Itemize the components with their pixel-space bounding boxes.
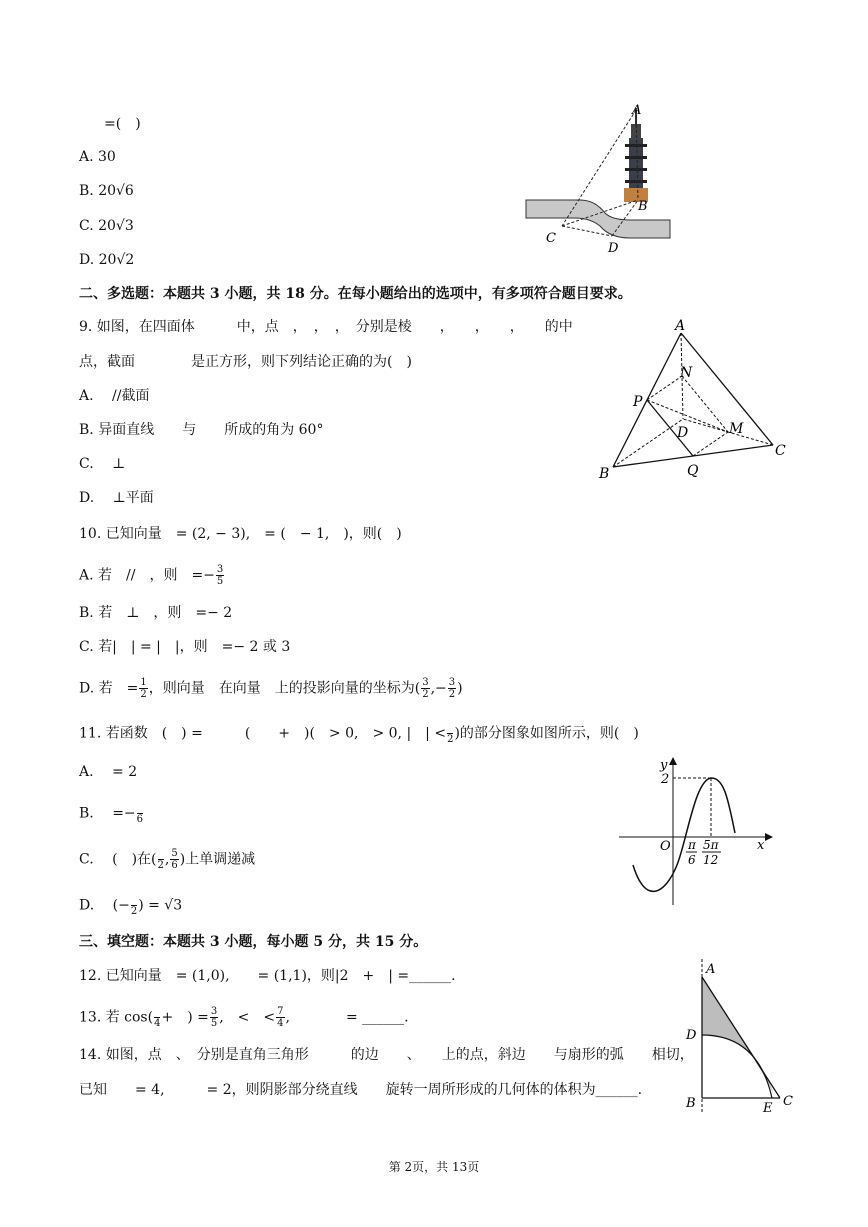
- q9-stem-line2: 点，截面 是正方形，则下列结论正确的为( ): [79, 354, 412, 370]
- q8-option-b: B. 20√6: [79, 183, 134, 199]
- q14-sector-figure: [680, 955, 800, 1115]
- q8-option-a: A. 30: [79, 149, 116, 165]
- q9-label-p: P: [633, 394, 643, 410]
- q14-label-e: E: [763, 1101, 773, 1115]
- q10-option-b: B. 若 ⊥ ，则 =− 2: [79, 605, 233, 621]
- q10-option-c: C. 若| | = | |，则 =− 2 或 3: [79, 639, 291, 655]
- page-footer: 第 2页，共 13页: [388, 1160, 480, 1174]
- q8-option-c: C. 20√3: [79, 218, 134, 234]
- q9-label-n: N: [680, 365, 693, 381]
- q8-stem-tail: =( ): [104, 116, 141, 132]
- section-2-title: 二、多选题：本题共 3 小题，共 18 分。在每小题给出的选项中，有多项符合题目要求。: [79, 286, 632, 302]
- q8-option-d: D. 20√2: [79, 252, 135, 268]
- q11-option-a: A. = 2: [79, 764, 138, 780]
- q11-graph-pi6-den: 6: [688, 853, 696, 867]
- q10-stem: 10. 已知向量 = (2, − 3), = ( − 1, )，则( ): [79, 526, 402, 542]
- q8-label-a: A: [632, 103, 642, 118]
- q9-tetrahedron-figure: [595, 315, 795, 485]
- q14-label-b: B: [686, 1096, 696, 1111]
- q9-option-a: A. //截面: [79, 388, 150, 404]
- q9-label-a: A: [675, 318, 686, 334]
- q9-label-b: B: [599, 466, 610, 482]
- q9-label-d: D: [677, 425, 689, 441]
- q8-label-b: B: [638, 199, 648, 214]
- q9-label-q: Q: [687, 463, 699, 479]
- q11-graph-origin-label: O: [660, 839, 671, 854]
- q9-label-c: C: [775, 443, 786, 459]
- q13-stem: 13. 若 cos( 4 + ) = $\frac{3}{5}$ , < < $\frac{7}{4}$ , = ______.: [79, 1006, 409, 1029]
- q11-graph-max-label: 2: [661, 772, 670, 787]
- q10-option-d: D. 若 = $\frac{1}{2}$ ，则向量 在向量 上的投影向量的坐标为( $\frac{3}{2}$ ,− $\frac{3}{2}$ ): [79, 677, 463, 700]
- q8-label-c: C: [546, 231, 556, 246]
- q14-stem-line1: 14. 如图，点 、 分别是直角三角形 的边 、 上的点，斜边 与扇形的弧 相切，: [79, 1047, 694, 1063]
- q11-stem: 11. 若函数 ( ) = ( + )( > 0, > 0, | | < 2 )的部分图象如图所示，则( ): [79, 722, 639, 745]
- q11-graph-x-label: x: [757, 838, 765, 853]
- q11-graph-y-label: y: [660, 758, 668, 773]
- q14-label-d: D: [686, 1028, 697, 1043]
- q9-option-b: B. 异面直线 与 所成的角为 60°: [79, 422, 324, 438]
- q11-graph-5pi12-num: 5π: [703, 838, 719, 852]
- q11-graph-pi6-num: π: [688, 838, 696, 852]
- section-3-title: 三、填空题：本题共 3 小题，每小题 5 分，共 15 分。: [79, 934, 428, 950]
- q14-label-c: C: [783, 1094, 793, 1109]
- q14-label-a: A: [706, 962, 716, 977]
- q9-stem-line1: 9. 如图，在四面体 中，点 ， ， ， 分别是棱 ， ， ， 的中: [79, 319, 573, 335]
- q11-graph-5pi12-den: 12: [703, 853, 719, 867]
- q11-option-c: C. ( )在( 2 , $\frac{5}{6}$ )上单调递减: [79, 848, 256, 871]
- q11-option-b: B. =− 6: [79, 802, 144, 825]
- q12-stem: 12. 已知向量 = (1,0), = (1,1)，则|2 + | =______.: [79, 968, 456, 984]
- q9-option-d: D. ⊥平面: [79, 490, 154, 506]
- q14-stem-line2: 已知 = 4, = 2，则阴影部分绕直线 旋转一周所形成的几何体的体积为______.: [79, 1082, 643, 1098]
- q9-label-m: M: [729, 421, 744, 437]
- q11-sine-graph: [615, 755, 775, 910]
- q10-option-a: A. 若 // ，则 =− $\frac{3}{5}$: [79, 564, 224, 587]
- q11-option-d: D. (− 2 ) = √3: [79, 894, 182, 917]
- q9-option-c: C. ⊥: [79, 456, 126, 472]
- q8-label-d: D: [608, 241, 619, 256]
- q8-pagoda-figure: [520, 100, 680, 260]
